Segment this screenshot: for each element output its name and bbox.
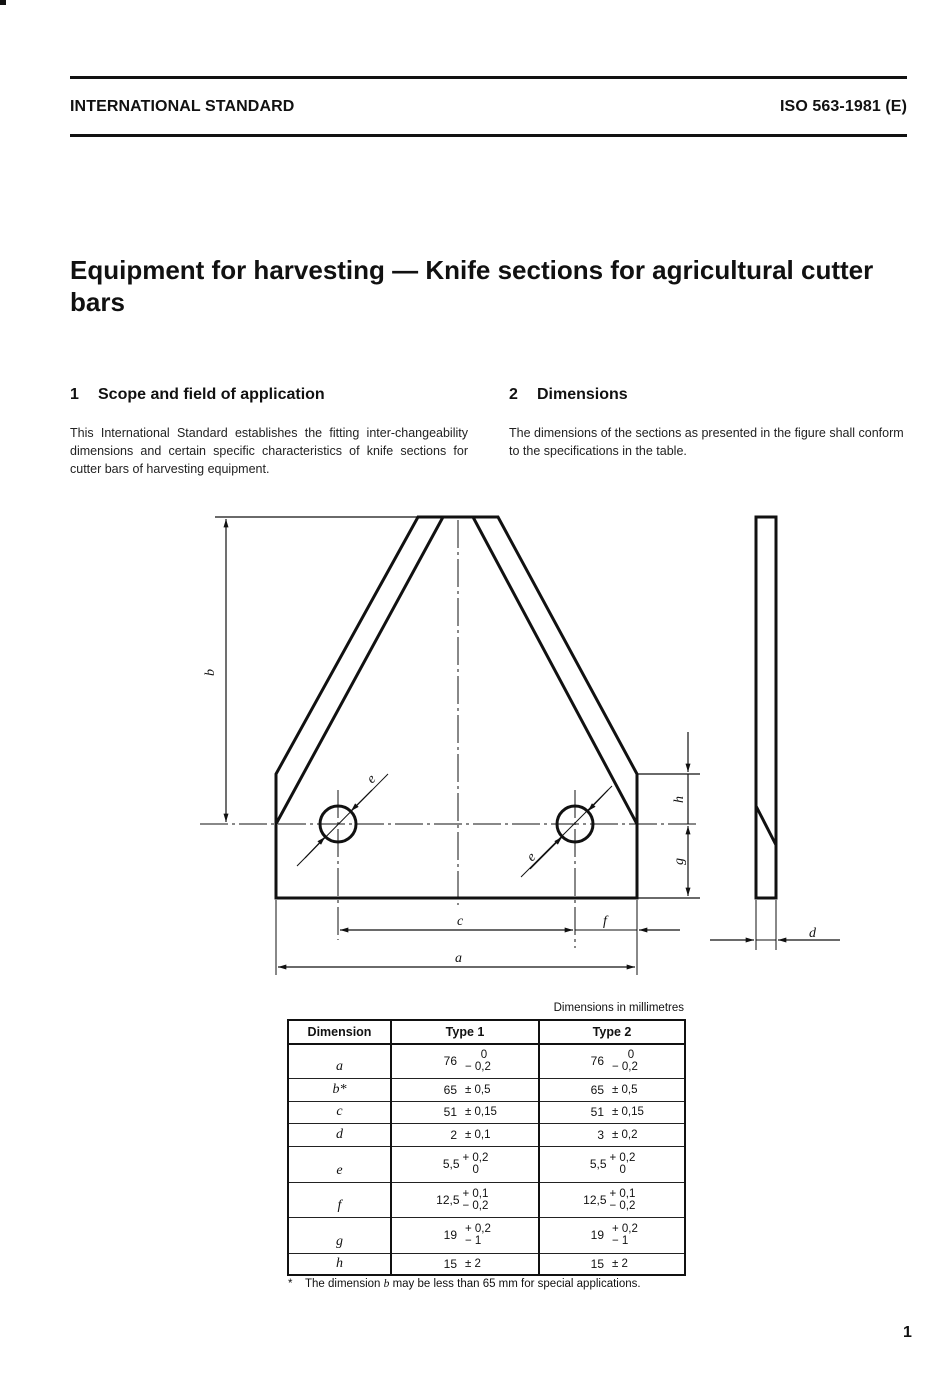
nominal-value: 76 xyxy=(590,1054,604,1069)
nominal-value: 3 xyxy=(597,1127,604,1142)
table-header-row xyxy=(288,1020,685,1044)
lower-tolerance: 0 xyxy=(619,1164,626,1176)
section-1-body: This International Standard establishes the fitting inter-changeability dimensions and certain specific characteristics of knife sections for cutter bars of harvesting equipment. xyxy=(70,426,468,476)
lower-tolerance: − 1 xyxy=(612,1235,629,1247)
nominal-value: 19 xyxy=(590,1228,604,1242)
table-row xyxy=(288,1146,685,1182)
table-row xyxy=(288,1044,685,1078)
nominal-value: 19 xyxy=(443,1228,457,1242)
nominal-value: 5,5 xyxy=(442,1157,460,1171)
upper-tolerance: + 0,2 xyxy=(462,1152,489,1164)
standard-number: ISO 563-1981 (E) xyxy=(780,98,907,115)
nominal-value: 5,5 xyxy=(589,1157,607,1171)
nominal-value: 15 xyxy=(590,1256,604,1271)
lower-tolerance: − 0,2 xyxy=(462,1199,489,1212)
dimension-cell: h xyxy=(288,1253,391,1275)
dimensions-table xyxy=(287,1019,686,1276)
scan-artifact xyxy=(0,0,6,5)
nominal-value: 51 xyxy=(443,1105,457,1119)
table-row xyxy=(288,1182,685,1217)
label-d: d xyxy=(809,926,816,941)
lower-tolerance: − 0,2 xyxy=(465,1061,491,1074)
section-number: 2 xyxy=(509,386,518,403)
label-e: e xyxy=(524,849,540,865)
label-g: g xyxy=(672,858,687,865)
footnote-marker: * xyxy=(288,1278,293,1290)
col-header-type-2: Type 2 xyxy=(539,1020,685,1044)
lower-tolerance: − 0,2 xyxy=(609,1199,636,1212)
footnote-variable: b xyxy=(383,1278,390,1290)
upper-tolerance: 0 xyxy=(627,1049,635,1062)
nominal-value: 76 xyxy=(443,1054,457,1069)
dimension-cell: f xyxy=(288,1182,391,1217)
tolerance: ± 2 xyxy=(465,1257,481,1270)
section-title: Dimensions xyxy=(537,386,628,403)
dimension-cell: d xyxy=(288,1123,391,1146)
label-b: b xyxy=(203,669,218,676)
upper-tolerance: + 0,1 xyxy=(609,1187,636,1200)
label-f: f xyxy=(603,914,607,929)
label-e: e xyxy=(364,771,380,787)
tolerance: ± 0,1 xyxy=(465,1128,491,1141)
dimension-cell: b* xyxy=(288,1078,391,1101)
dimension-cell: e xyxy=(288,1146,391,1182)
tolerance: ± 0,15 xyxy=(465,1106,497,1118)
table-row xyxy=(288,1253,685,1275)
label-a: a xyxy=(455,951,462,966)
nominal-value: 65 xyxy=(590,1082,604,1097)
nominal-value: 2 xyxy=(450,1127,457,1142)
page-number: 1 xyxy=(903,1324,912,1341)
nominal-value: 15 xyxy=(443,1256,457,1271)
section-number: 1 xyxy=(70,386,79,403)
table-row xyxy=(288,1217,685,1253)
bevel-right xyxy=(473,517,637,824)
col-header-type-1: Type 1 xyxy=(391,1020,539,1044)
tolerance: ± 0,5 xyxy=(612,1083,638,1096)
table-caption: Dimensions in millimetres xyxy=(553,1002,684,1014)
nominal-value: 65 xyxy=(443,1082,457,1097)
upper-tolerance: + 0,2 xyxy=(612,1223,638,1235)
tolerance: ± 0,5 xyxy=(465,1083,491,1096)
lower-tolerance: − 0,2 xyxy=(612,1061,638,1074)
table-row xyxy=(288,1078,685,1101)
dimension-cell: g xyxy=(288,1217,391,1253)
label-h: h xyxy=(672,796,687,803)
nominal-value: 12,5 xyxy=(583,1192,607,1207)
section-title: Scope and field of application xyxy=(98,386,325,403)
upper-tolerance: + 0,2 xyxy=(609,1152,636,1164)
nominal-value: 12,5 xyxy=(436,1192,460,1207)
upper-tolerance: 0 xyxy=(480,1049,488,1062)
nominal-value: 51 xyxy=(590,1105,604,1119)
document-type-label: INTERNATIONAL STANDARD xyxy=(70,98,295,115)
label-c: c xyxy=(457,914,464,929)
lower-tolerance: 0 xyxy=(472,1164,479,1176)
col-header-dimension: Dimension xyxy=(288,1020,391,1044)
upper-tolerance: + 0,1 xyxy=(462,1187,489,1200)
table-footnote: * The dimension b may be less than 65 mm for special applications. xyxy=(288,1278,641,1290)
section-2-body: The dimensions of the sections as presented in the figure shall conform to the specifications in the table. xyxy=(509,426,904,458)
table-row xyxy=(288,1123,685,1146)
dimension-cell: c xyxy=(288,1101,391,1123)
tolerance: ± 2 xyxy=(612,1257,628,1270)
dimension-cell: a xyxy=(288,1044,391,1078)
tolerance: ± 0,15 xyxy=(612,1106,644,1118)
table-row xyxy=(288,1101,685,1123)
page-title: Equipment for harvesting — Knife sections for agricultural cutter bars xyxy=(70,255,874,317)
tolerance: ± 0,2 xyxy=(612,1128,638,1141)
lower-tolerance: − 1 xyxy=(465,1235,482,1247)
bevel-left xyxy=(276,517,443,824)
upper-tolerance: + 0,2 xyxy=(465,1223,491,1235)
